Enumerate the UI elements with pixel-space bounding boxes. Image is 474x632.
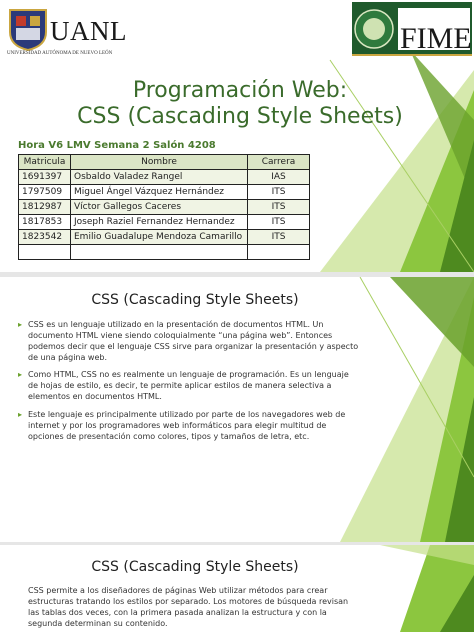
uanl-logo-subtitle: UNIVERSIDAD AUTÓNOMA DE NUEVO LEÓN: [7, 51, 113, 56]
table-header-row: [19, 155, 310, 170]
bullet-arrow-icon: ▸: [18, 320, 23, 329]
bullet-item: [18, 369, 360, 402]
cell-carrera: [248, 245, 310, 260]
slide-title-line-2: CSS (Cascading Style Sheets): [77, 104, 403, 129]
bullet-arrow-icon: ▸: [18, 370, 23, 379]
cell-carrera: ITS: [248, 185, 310, 200]
bullet-text: Este lenguaje es principalmente utilizado por parte de los navegadores web de internet y por los programadores web informáticos para elegir multitud de opciones de presentación como colores, tipos y tamaños de letra, etc.: [28, 410, 346, 441]
slide-1: [0, 0, 474, 272]
cell-matricula: 1812987: [19, 200, 71, 215]
cell-matricula: 1823542: [19, 230, 71, 245]
slide-3: [0, 545, 474, 632]
bullet-item: [18, 409, 360, 442]
cell-nombre: Miguel Ángel Vázquez Hernández: [71, 185, 248, 200]
cell-nombre: [71, 245, 248, 260]
uanl-shield-icon: [6, 6, 50, 52]
cell-matricula: 1797509: [19, 185, 71, 200]
cell-carrera: ITS: [248, 200, 310, 215]
cell-carrera: ITS: [248, 215, 310, 230]
bullet-text: CSS es un lenguaje utilizado en la presentación de documentos HTML. Un documento HTML viene siendo coloquialmente “una página web”. Entonces podemos decir que el lenguaje CSS sirve para organizar la presentación y aspecto de una página web.: [28, 320, 359, 362]
slide-title-line-1: Programación Web:: [132, 78, 348, 103]
paragraph: [28, 585, 360, 629]
cell-carrera: IAS: [248, 170, 310, 185]
bullet-text: Como HTML, CSS no es realmente un lenguaje de programación. Es un lenguaje de hojas de estilo, es decir, te permite aplicar estilos de manera selectiva a elementos en documentos HTML.: [28, 370, 349, 401]
cell-matricula: 1691397: [19, 170, 71, 185]
table-row: [19, 170, 310, 185]
cell-matricula: 1817853: [19, 215, 71, 230]
table-row-empty: [19, 245, 310, 260]
uanl-logo-text: UANL: [50, 16, 127, 46]
bullet-item: [18, 319, 360, 363]
cell-carrera: ITS: [248, 230, 310, 245]
students-table: [18, 154, 310, 260]
header-matricula: Matricula: [19, 155, 71, 170]
slide-3-heading: CSS (Cascading Style Sheets): [91, 559, 299, 575]
slide-2: [0, 277, 474, 542]
table-row: [19, 230, 310, 245]
class-info: Hora V6 LMV Semana 2 Salón 4208: [18, 140, 216, 151]
fime-logo-text: FIME: [400, 22, 472, 55]
header-nombre: Nombre: [71, 155, 248, 170]
cell-nombre: Joseph Raziel Fernandez Hernandez: [71, 215, 248, 230]
table-row: [19, 185, 310, 200]
bullet-arrow-icon: ▸: [18, 410, 23, 419]
slide-2-heading: CSS (Cascading Style Sheets): [91, 292, 299, 308]
table-row: [19, 200, 310, 215]
cell-matricula: [19, 245, 71, 260]
cell-nombre: Osbaldo Valadez Rangel: [71, 170, 248, 185]
cell-nombre: Víctor Gallegos Caceres: [71, 200, 248, 215]
header-carrera: Carrera: [248, 155, 310, 170]
paragraph-text: CSS permite a los diseñadores de páginas Web utilizar métodos para crear estructuras tratando los estilos por separado. Los motores de búsqueda revisan las tablas dos veces, con la primera pasada analizan la estructura y con la segunda determinan su contenido.: [28, 586, 349, 628]
cell-nombre: Emilio Guadalupe Mendoza Camarillo: [71, 230, 248, 245]
table-row: [19, 215, 310, 230]
